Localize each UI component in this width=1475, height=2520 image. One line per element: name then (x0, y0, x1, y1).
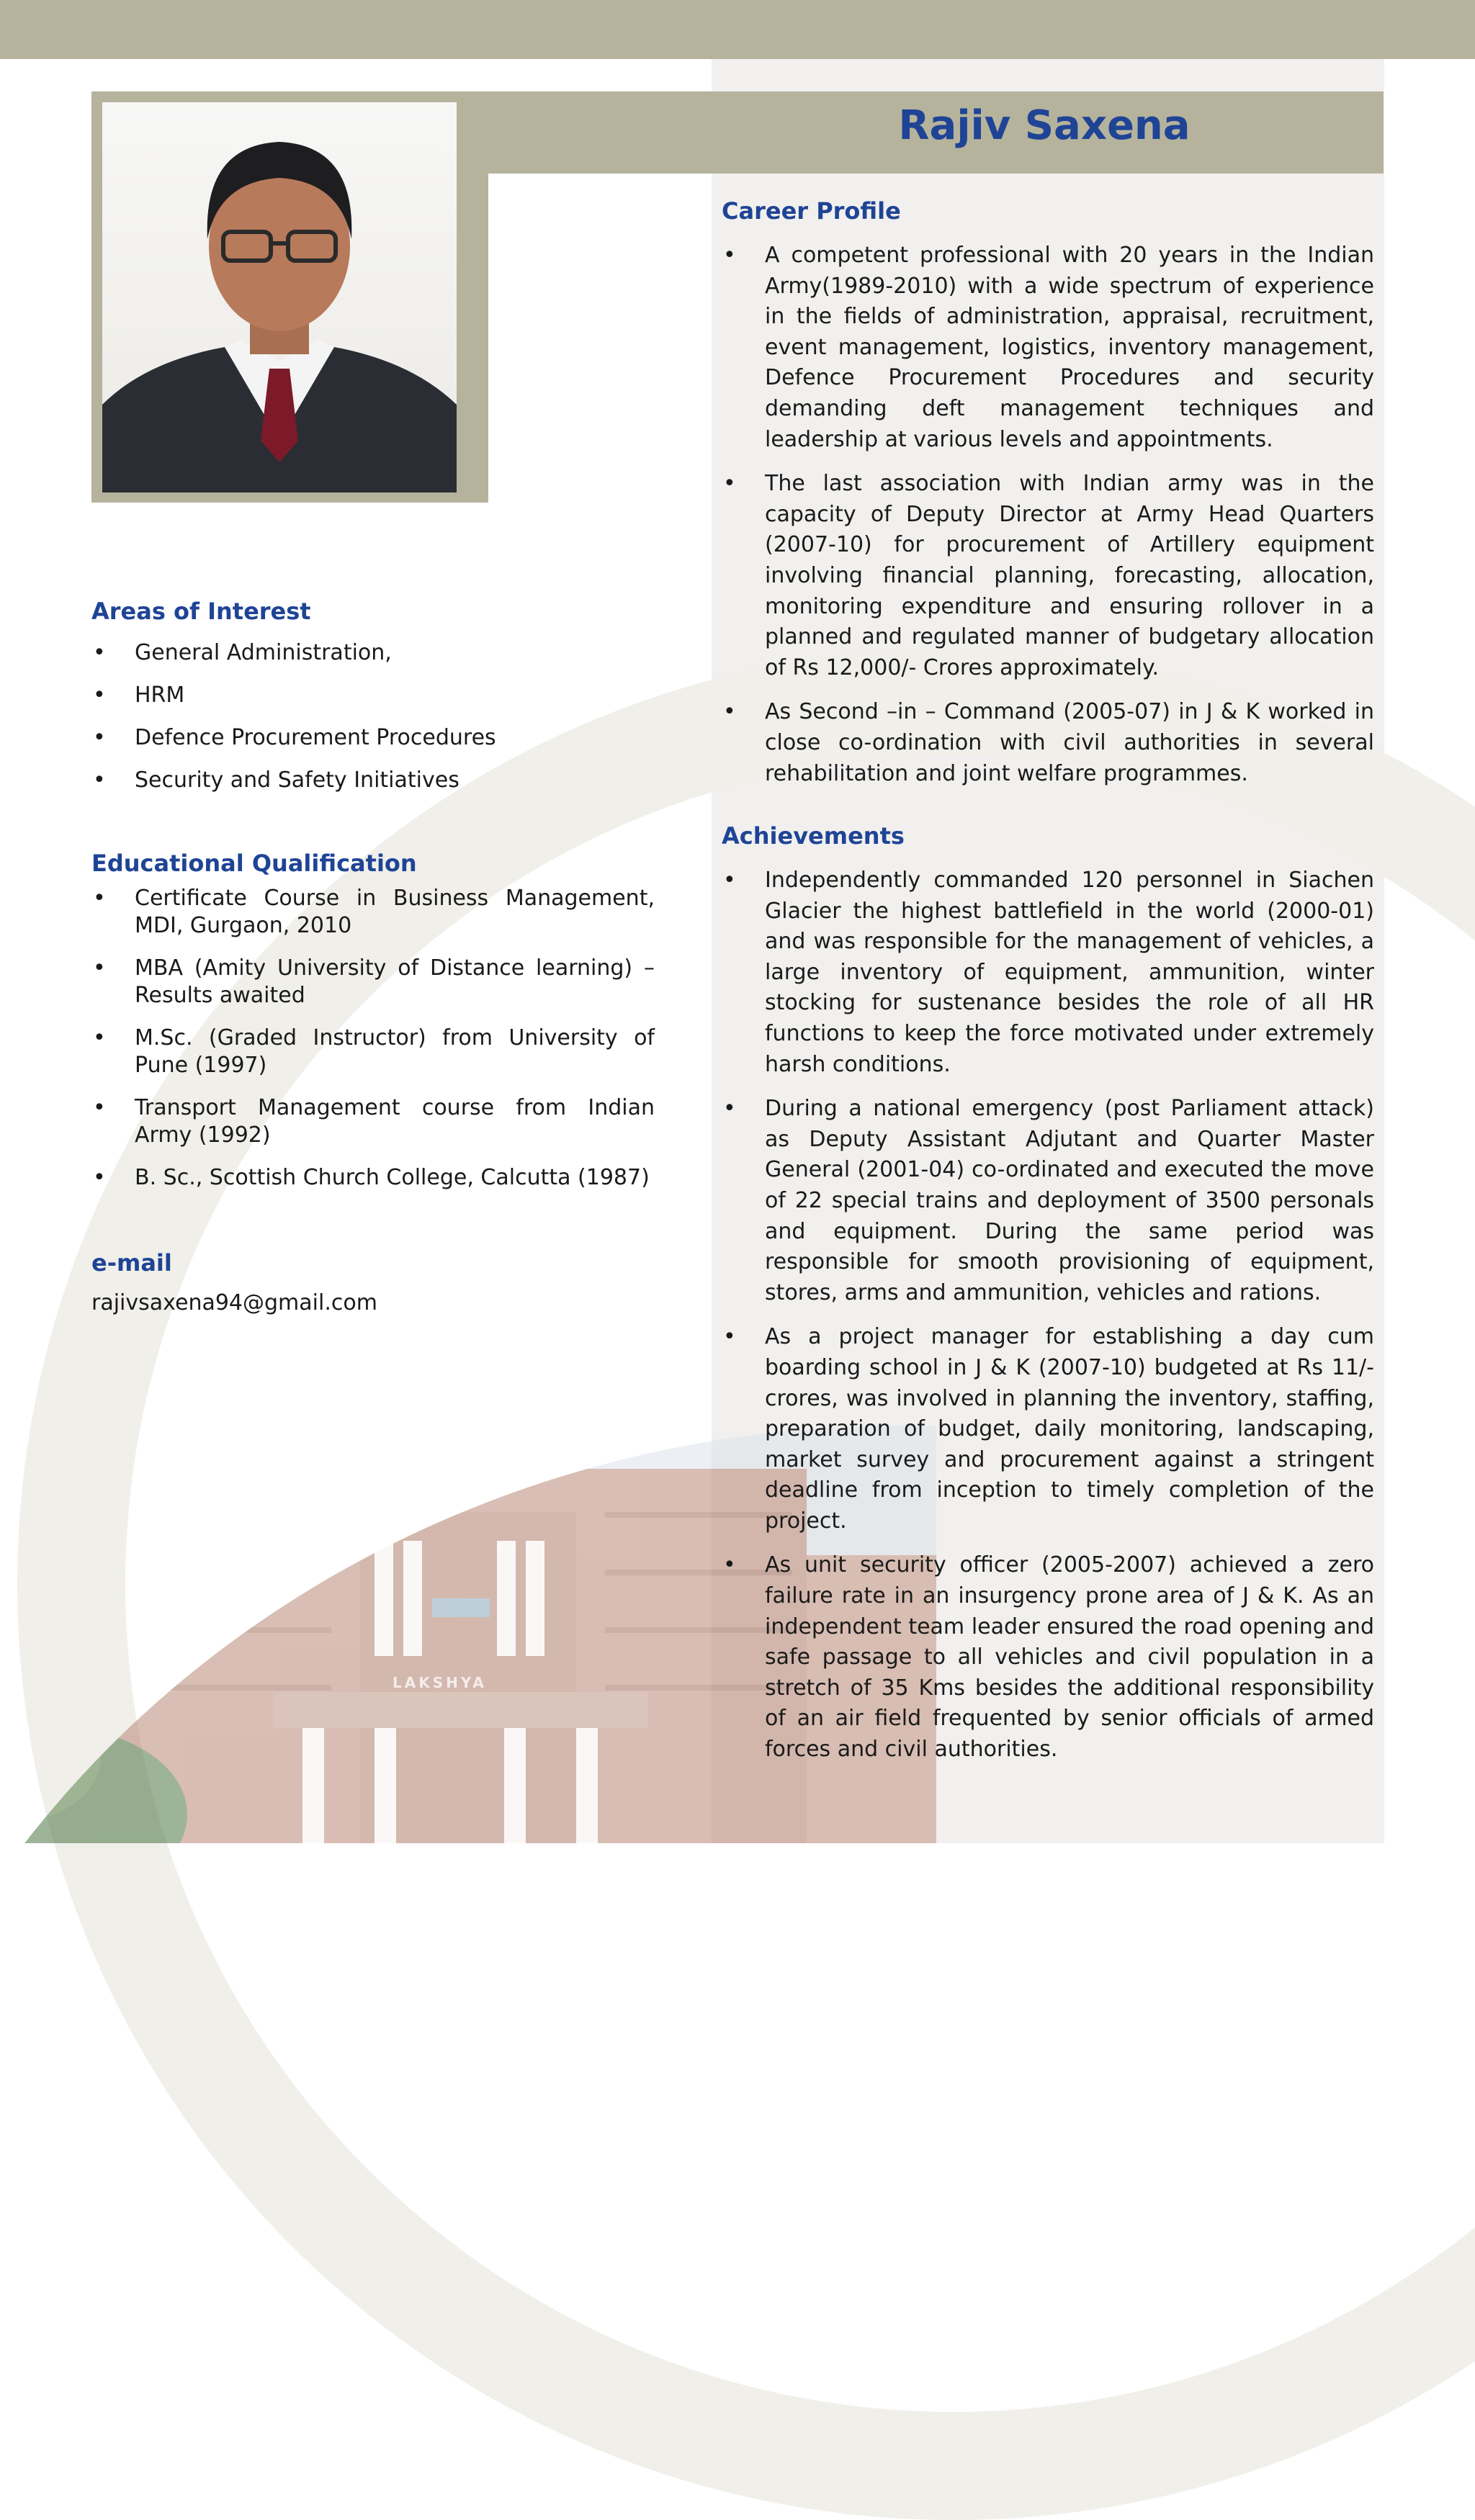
list-item: • Defence Procurement Procedures (91, 724, 655, 752)
career-profile-heading: Career Profile (722, 197, 901, 225)
career-profile-list (722, 240, 1374, 789)
building-sign: LAKSHYA (393, 1674, 487, 1691)
list-item: • As a project manager for establishing a day cum boarding school in J & K (2007-10) budgeted at Rs 11/- crores, was involved in planning the inventory, staffing, preparation of budget, daily monitoring, landscaping, market survey and procurement against a stringent deadline from inception to timely completion of the project. (722, 1322, 1374, 1536)
areas-of-interest-list (91, 639, 655, 795)
list-item: • MBA (Amity University of Distance learning) – Results awaited (91, 955, 655, 1009)
top-band (0, 0, 1475, 59)
list-item: • During a national emergency (post Parliament attack) as Deputy Assistant Adjutant and Quarter Master General (2001-04) co-ordinated and executed the move of 22 special trains and deployment of 3500 personals and equipment. During the same period was responsible for smooth provisioning of equipment, stores, arms and ammunition, vehicles and rations. (722, 1094, 1374, 1308)
portrait-illustration (102, 102, 457, 492)
achievements-heading: Achievements (722, 822, 905, 850)
profile-photo (102, 102, 457, 492)
candidate-name: Rajiv Saxena (898, 102, 1191, 149)
list-item: • Independently commanded 120 personnel in Siachen Glacier the highest battlefield in the world (2000-01) and was responsible for the management of vehicles, a large inventory of equipment, ammunition, winter stocking for sustenance besides the role of all HR functions to keep the force motivated under extremely harsh conditions. (722, 865, 1374, 1080)
education-list (91, 885, 655, 1192)
list-item: • The last association with Indian army was in the capacity of Deputy Director at Army Head Quarters (2007-10) for procurement of Artillery equipment involving financial planning, forecasting, allocation, monitoring expenditure and ensuring rollover in a planned and regulated manner of budgetary allocation of Rs 12,000/- Crores approximately. (722, 469, 1374, 683)
list-item: • HRM (91, 681, 655, 710)
education-heading: Educational Qualification (91, 850, 417, 877)
list-item: • Certificate Course in Business Management, MDI, Gurgaon, 2010 (91, 885, 655, 940)
list-item: • General Administration, (91, 639, 655, 667)
list-item: • M.Sc. (Graded Instructor) from University of Pune (1997) (91, 1025, 655, 1079)
email-heading: e-mail (91, 1249, 172, 1277)
email-address: rajivsaxena94@gmail.com (91, 1290, 377, 1315)
achievements-list (722, 865, 1374, 1765)
list-item: • B. Sc., Scottish Church College, Calcutta (1987) (91, 1164, 655, 1192)
list-item: • A competent professional with 20 years in the Indian Army(1989-2010) with a wide spectrum of experience in the fields of administration, appraisal, recruitment, event management, logistics, inventory management, Defence Procurement Procedures and security demanding deft management techniques and leadership at various levels and appointments. (722, 240, 1374, 455)
list-item: • Security and Safety Initiatives (91, 766, 655, 795)
list-item: • As Second –in – Command (2005-07) in J & K worked in close co-ordination with civil authorities in several rehabilitation and joint welfare programmes. (722, 697, 1374, 789)
areas-of-interest-heading: Areas of Interest (91, 598, 311, 625)
list-item: • Transport Management course from Indian Army (1992) (91, 1094, 655, 1149)
list-item: • As unit security officer (2005-2007) achieved a zero failure rate in an insurgency prone area of J & K. As an independent team leader ensured the road opening and safe passage to all vehicles and civil population in a stretch of 35 Kms besides the additional responsibility of an air field frequented by senior officials of armed forces and civil authorities. (722, 1550, 1374, 1765)
